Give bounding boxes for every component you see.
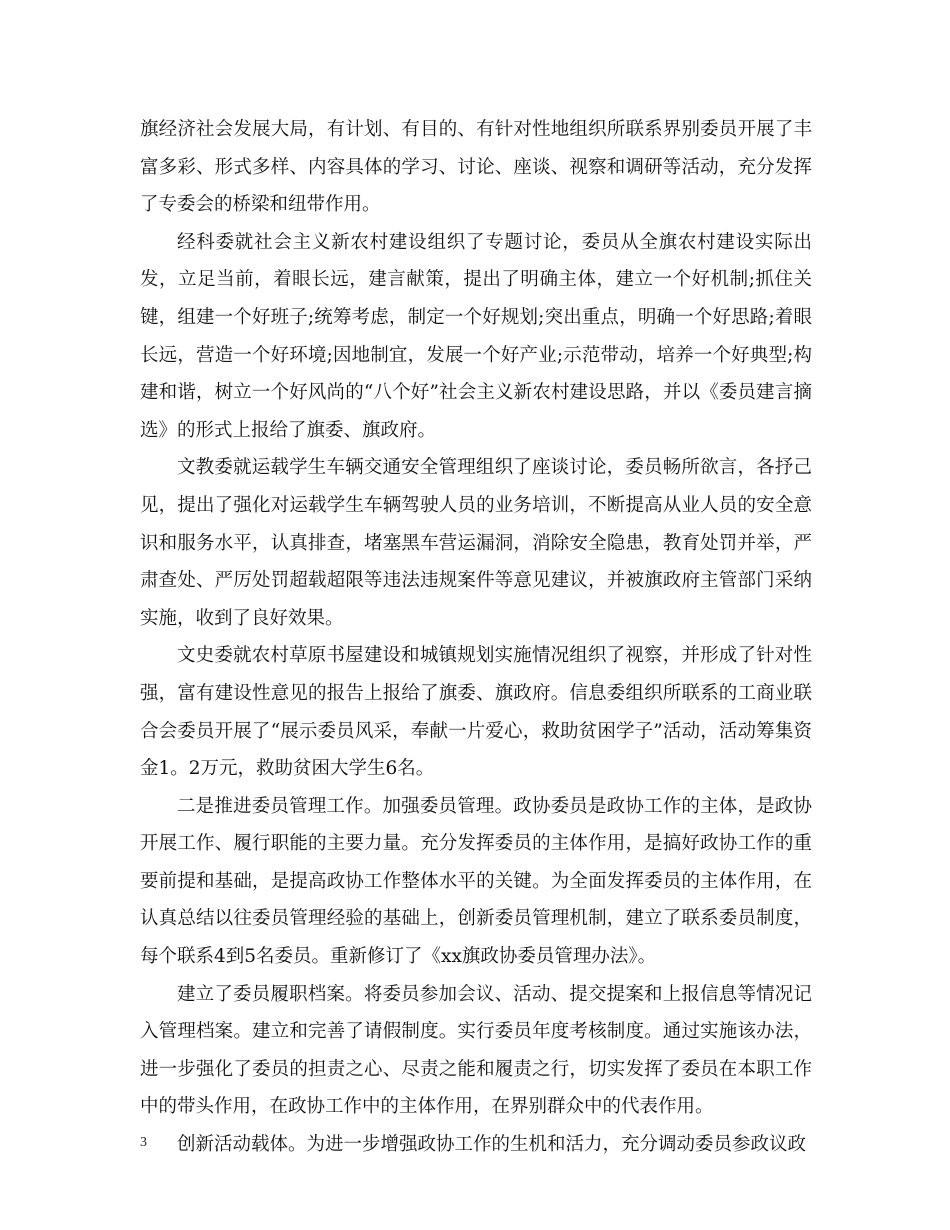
paragraph-history-committee: 文史委就农村草原书屋建设和城镇规划实施情况组织了视察，并形成了针对性强，富有建设性意见的报告上报给了旗委、旗政府。信息委组织所联系的工商业联合会委员开展了“展示委员风采，奉献一片爱心，救助贫困学子”活动，活动筹集资金1。2万元，救助贫困大学生6名。 [140,645,812,780]
paragraph-activity-carrier: 创新活动载体。为进一步增强政协工作的生机和活力，充分调动委员参政议政 [177,1134,807,1156]
page-number: 3 [140,1135,147,1150]
body-text [140,111,812,1164]
paragraph-member-management: 二是推进委员管理工作。加强委员管理。政协委员是政协工作的主体，是政协开展工作、履行职能的主要力量。充分发挥委员的主体作用，是搞好政协工作的重要前提和基础，是提高政协工作整体水平的关键。为全面发挥委员的主体作用，在认真总结以往委员管理经验的基础上，创新委员管理机制，建立了联系委员制度，每个联系4到5名委员。重新修订了《xx旗政协委员管理办法》。 [140,795,812,968]
paragraph-continued: 旗经济社会发展大局，有计划、有目的、有针对性地组织所联系界别委员开展了丰富多彩、形式多样、内容具体的学习、讨论、座谈、视察和调研等活动，充分发挥了专委会的桥梁和纽带作用。 [140,119,812,216]
paragraph-member-archives: 建立了委员履职档案。将委员参加会议、活动、提交提案和上报信息等情况记入管理档案。建立和完善了请假制度。实行委员年度考核制度。通过实施该办法，进一步强化了委员的担责之心、尽责之能和履责之行，切实发挥了委员在本职工作中的带头作用，在政协工作中的主体作用，在界别群众中的代表作用。 [140,983,812,1118]
paragraph-education-committee: 文教委就运载学生车辆交通安全管理组织了座谈讨论，委员畅所欲言，各抒己见，提出了强化对运载学生车辆驾驶人员的业务培训，不断提高从业人员的安全意识和服务水平，认真排查，堵塞黑车营运漏洞，消除安全隐患，教育处罚并举，严肃查处、严厉处罚超载超限等违法违规案件等意见建议，并被旗政府主管部门采纳实施，收到了良好效果。 [140,457,812,629]
paragraph-economic-committee: 经科委就社会主义新农村建设组织了专题讨论，委员从全旗农村建设实际出发，立足当前，着眼长远，建言献策，提出了明确主体，建立一个好机制;抓住关键，组建一个好班子;统筹考虑，制定一个好规划;突出重点，明确一个好思路;着眼长远，营造一个好环境;因地制宜，发展一个好产业;示范带动，培养一个好典型;构建和谐，树立一个好风尚的“八个好”社会主义新农村建设思路，并以《委员建言摘选》的形式上报给了旗委、旗政府。 [140,231,812,441]
